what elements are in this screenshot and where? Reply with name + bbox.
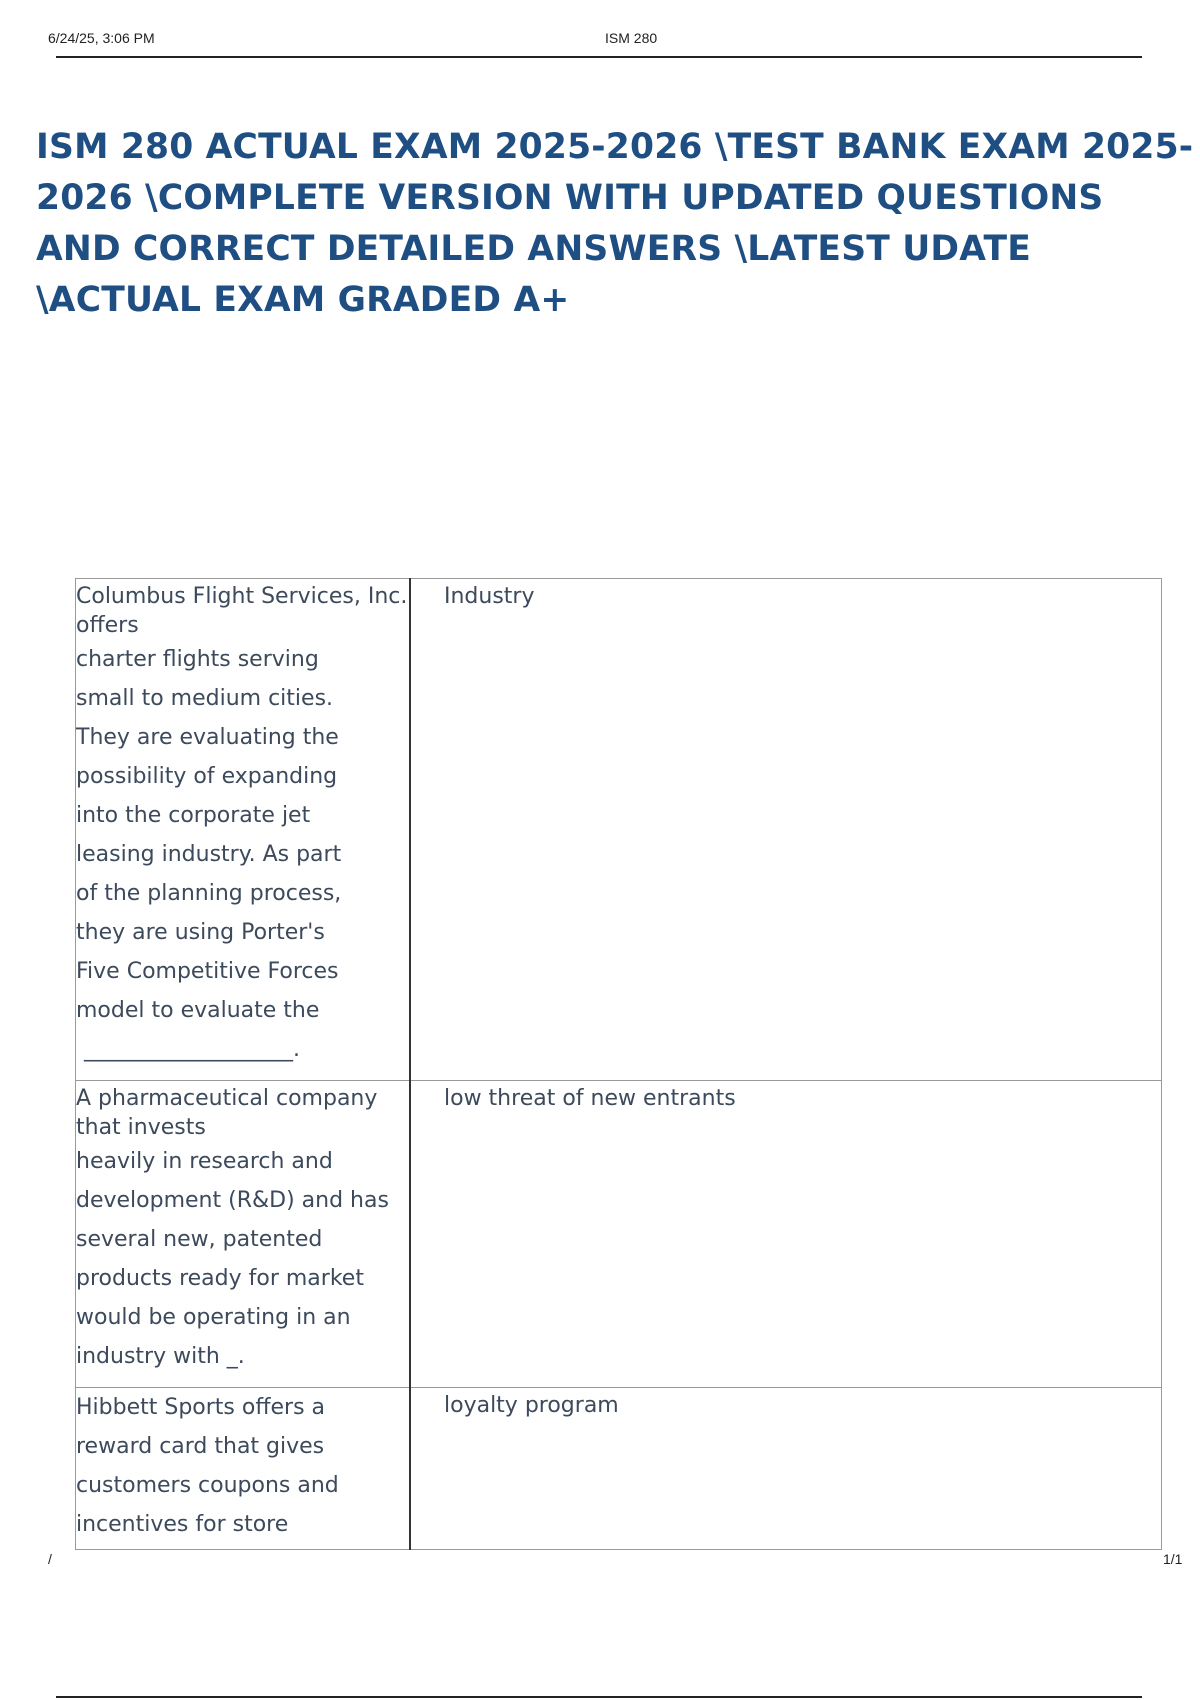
print-datetime: 6/24/25, 3:06 PM [48, 30, 155, 46]
answer-cell [410, 579, 1162, 1081]
table-row [76, 579, 1162, 1081]
page-number: 1/1 [1163, 1551, 1183, 1567]
footer-divider [56, 1696, 1142, 1698]
question-cell [76, 579, 411, 1081]
question-text: Hibbett Sports offers a reward card that gives customers coupons and incentives for store [76, 1395, 339, 1537]
question-lead: Columbus Flight Services, Inc. offers [76, 584, 408, 638]
print-doc-title: ISM 280 [605, 30, 658, 46]
question-answer-table [75, 578, 1162, 1550]
answer-cell [410, 1388, 1162, 1550]
question-text: heavily in research and development (R&D) and has several new, patented products ready for market would be operating in an industry with _. [76, 1149, 389, 1369]
page-mark: / [48, 1551, 52, 1567]
table-row [76, 1081, 1162, 1388]
document-title: ISM 280 ACTUAL EXAM 2025-2026 \TEST BANK EXAM 2025-2026 \COMPLETE VERSION WITH UPDATED QUESTIONS AND CORRECT DETAILED ANSWERS \LATEST UDATE \ACTUAL EXAM GRADED A+ [36, 127, 1194, 320]
answer-cell [410, 1081, 1162, 1388]
question-lead: A pharmaceutical company that invests [76, 1086, 378, 1140]
answer-text: Industry [444, 584, 535, 609]
answer-text: low threat of new entrants [444, 1086, 736, 1111]
answer-text: loyalty program [444, 1393, 619, 1418]
header-divider [56, 56, 1142, 58]
table-row [76, 1388, 1162, 1550]
question-cell [76, 1388, 411, 1550]
answer-blank: ___________________. [84, 1037, 300, 1062]
question-cell [76, 1081, 411, 1388]
question-text: charter flights serving small to medium cities. They are evaluating the possibility of expanding into the corporate jet leasing industry. As part of the planning process, they are using Porter's Five Competitive Forces model to evaluate the [76, 647, 342, 1023]
